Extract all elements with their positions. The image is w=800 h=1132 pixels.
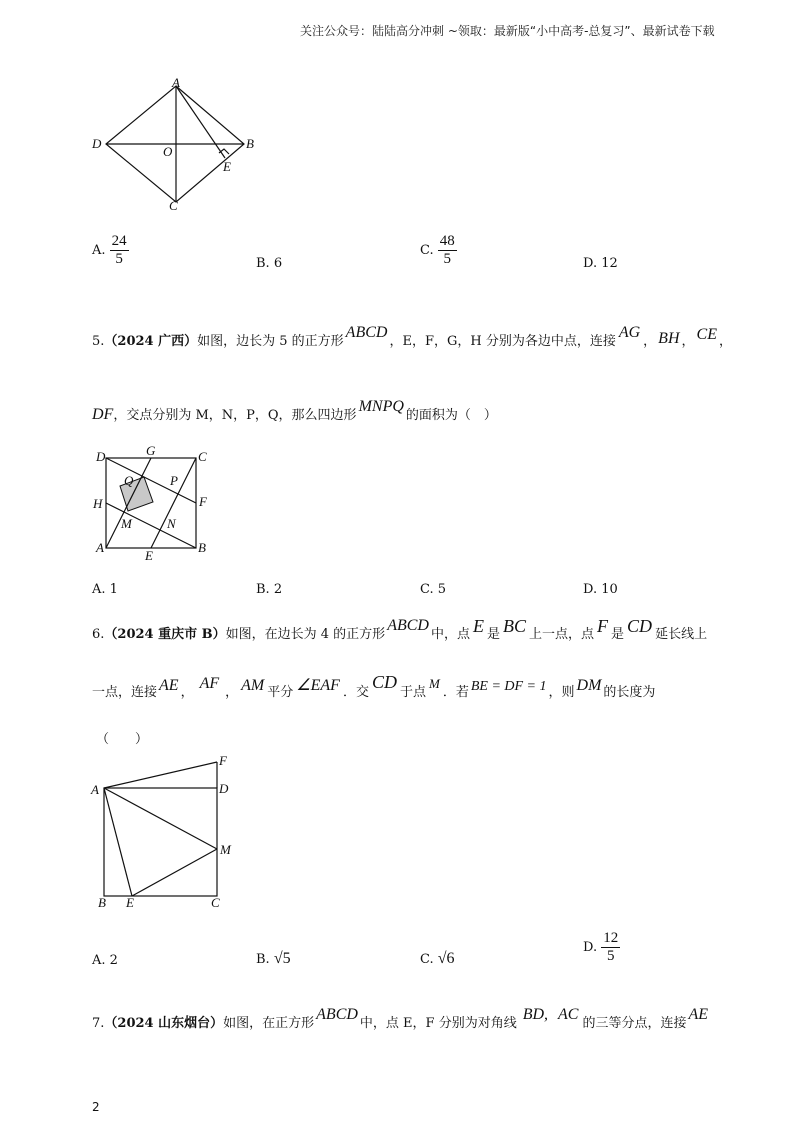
square-midpoints-figure <box>88 442 218 560</box>
fig3-label-c: C <box>211 895 220 910</box>
fig2-label-b: B <box>198 540 206 555</box>
fig2-label-n: N <box>167 516 176 531</box>
fig1-label-d: D <box>92 136 102 151</box>
rhombus-figure <box>88 78 268 213</box>
fig3-label-d: D <box>219 781 229 796</box>
q6-line-1: 6.（2024 重庆市 B）如图，在边长为 4 的正方形ABCD中，点 E 是 BC 上一点，点 F 是 CD 延长线上 <box>92 616 708 642</box>
q5-option-b[interactable]: B. 2 <box>256 582 283 597</box>
fig2-label-m: M <box>121 516 132 531</box>
fig3-label-f: F <box>219 753 227 768</box>
fig3-label-e: E <box>126 895 134 910</box>
q6-answer-paren: （ ） <box>96 732 149 747</box>
fig1-label-b: B <box>246 136 254 151</box>
fig2-label-p: P <box>170 473 178 488</box>
q7-line-1: 7.（2024 山东烟台）如图，在正方形ABCD中，点 E，F 分别为对角线BD, AC的三等分点，连接AE <box>92 1006 709 1031</box>
q5-line-2: DF，交点分别为 M，N，P，Q，那么四边形MNPQ的面积为（ ） <box>92 398 497 423</box>
page-header: 关注公众号：陆陆高分冲刺 ~领取：最新版“小中高考-总复习”、最新试卷下载 <box>300 24 715 38</box>
q5-option-c[interactable]: C. 5 <box>420 582 447 597</box>
q6-line-2: 一点，连接 AE ，AF， AM 平分 ∠EAF ．交CD于点M．若 BE = DF = 1 ，则 DM 的长度为 <box>92 672 656 700</box>
fig2-label-d: D <box>96 449 106 464</box>
fig2-label-g: G <box>146 443 156 458</box>
fig2-label-h: H <box>93 496 103 511</box>
q5-option-d[interactable]: D. 10 <box>583 582 618 597</box>
q4-option-c[interactable]: C. $\frac{48}{5}$ <box>420 233 455 267</box>
page-number: 2 <box>92 1100 100 1114</box>
square-angle-bisector-figure <box>88 748 248 916</box>
fig3-label-b: B <box>98 895 106 910</box>
fig2-label-f: F <box>199 494 207 509</box>
q5-line-1: 5.（2024 广西）如图，边长为 5 的正方形ABCD，E，F，G，H 分别为各边中点，连接AG， BH ， CE ， <box>92 324 732 349</box>
q6-option-c[interactable]: C. √6 <box>420 950 455 967</box>
fig1-label-a: A <box>172 78 180 90</box>
q5-option-a[interactable]: A. 1 <box>92 582 118 597</box>
fig1-label-e: E <box>223 159 231 174</box>
q6-option-b[interactable]: B. √5 <box>256 950 291 967</box>
fig2-label-a: A <box>96 540 104 555</box>
fig2-label-q: Q <box>124 473 134 488</box>
q4-option-a[interactable]: A. $\frac{24}{5}$ <box>92 233 127 267</box>
fig2-label-e: E <box>145 548 153 560</box>
q6-option-a[interactable]: A. 2 <box>92 953 118 968</box>
fraction: $\frac{48}{5}$ <box>439 233 455 267</box>
fraction: $\frac{12}{5}$ <box>603 930 619 964</box>
q4-option-b[interactable]: B. 6 <box>256 256 283 271</box>
q4-option-d[interactable]: D. 12 <box>583 256 618 271</box>
q6-option-d[interactable]: D. $\frac{12}{5}$ <box>583 930 619 964</box>
fig3-label-m: M <box>220 842 231 857</box>
fig3-label-a: A <box>91 782 99 797</box>
fraction: $\frac{24}{5}$ <box>111 233 127 267</box>
fig1-label-o: O <box>163 144 173 159</box>
fig2-label-c: C <box>198 449 207 464</box>
fig1-label-c: C <box>169 198 178 213</box>
